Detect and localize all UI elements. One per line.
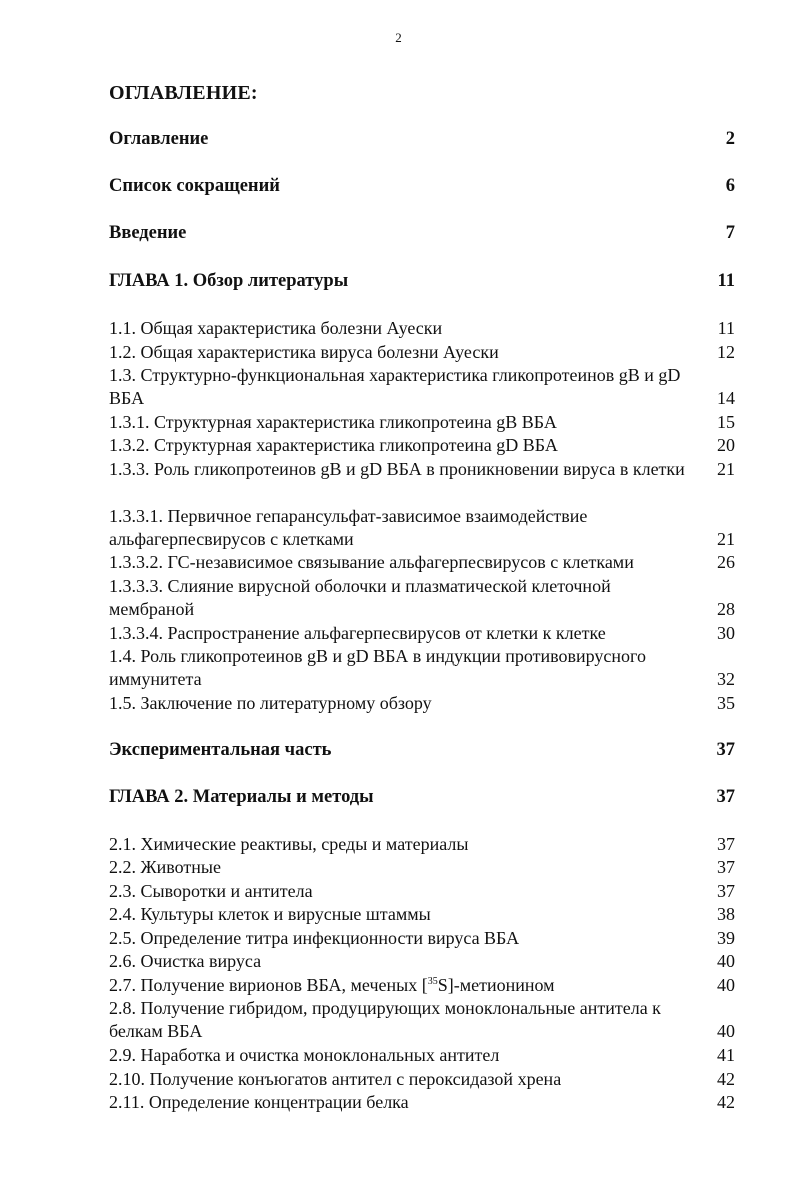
toc-entry xyxy=(109,411,735,434)
toc-entry xyxy=(109,997,735,1043)
toc-entry xyxy=(109,856,735,879)
toc-entry-page: 28 xyxy=(717,599,735,619)
toc-entry-title: 1.3.3.2. ГС-независимое связывание альфагерпесвирусов с клетками xyxy=(109,552,634,572)
toc-entry xyxy=(109,364,735,410)
toc-entry-page: 12 xyxy=(717,342,735,362)
toc-entry-title: 1.3.2. Структурная характеристика гликопротеина gD ВБА xyxy=(109,435,558,455)
toc-entry-title: ГЛАВА 1. Обзор литературы xyxy=(109,271,349,291)
toc-entry-title: Экспериментальная часть xyxy=(109,740,332,760)
toc-entry-page: 37 xyxy=(717,881,735,901)
toc-entry xyxy=(109,341,735,364)
toc-entry xyxy=(109,1091,735,1114)
toc-entry-page: 14 xyxy=(717,388,735,408)
toc-entry-page: 11 xyxy=(717,271,735,291)
toc-entry-title: Оглавление xyxy=(109,129,209,149)
toc-entry xyxy=(109,833,735,856)
toc-entry xyxy=(109,692,735,715)
toc-entry-title: 2.8. Получение гибридом, продуцирующих моноклональные антитела к белкам ВБА xyxy=(109,998,661,1041)
toc-entry-title: Введение xyxy=(109,223,187,243)
toc-entry-page: 35 xyxy=(717,693,735,713)
toc-entry-page: 37 xyxy=(717,857,735,877)
toc-entry xyxy=(109,575,735,621)
toc-entry-page: 30 xyxy=(717,623,735,643)
toc-entry-page: 32 xyxy=(717,669,735,689)
toc-entry-title: 2.3. Сыворотки и антитела xyxy=(109,881,313,901)
toc-entry xyxy=(109,1044,735,1067)
toc-entry-title: 2.9. Наработка и очистка моноклональных антител xyxy=(109,1045,500,1065)
toc-entry xyxy=(109,903,735,926)
toc-entry-page: 40 xyxy=(717,951,735,971)
toc-entry xyxy=(109,175,735,198)
toc-entry-page: 38 xyxy=(717,904,735,924)
toc-title: ОГЛАВЛЕНИЕ: xyxy=(109,82,258,104)
toc-entry-page: 37 xyxy=(716,740,735,760)
toc-entry-page: 37 xyxy=(717,834,735,854)
toc-entry-page: 40 xyxy=(717,975,735,995)
toc-entry-title: 2.1. Химические реактивы, среды и материалы xyxy=(109,834,469,854)
toc-entry xyxy=(109,551,735,574)
toc-entry xyxy=(109,950,735,973)
toc-entry-title: 1.3.3.3. Слияние вирусной оболочки и плазматической клеточной мембраной xyxy=(109,576,611,619)
toc-entry-page: 6 xyxy=(725,176,735,196)
toc-entry-page: 21 xyxy=(717,459,735,479)
toc-entry-page: 21 xyxy=(717,529,735,549)
toc-entry-title: 1.3.1. Структурная характеристика гликопротеина gB ВБА xyxy=(109,412,557,432)
toc-entry-title: 1.1. Общая характеристика болезни Ауески xyxy=(109,318,443,338)
toc-entry-page: 41 xyxy=(717,1045,735,1065)
toc-entry-title: Список сокращений xyxy=(109,176,280,196)
toc-entry-page: 11 xyxy=(717,318,735,338)
toc-entry-title: ГЛАВА 2. Материалы и методы xyxy=(109,787,374,807)
toc-entry-title: 1.3.3.4. Распространение альфагерпесвирусов от клетки к клетке xyxy=(109,623,606,643)
toc-entry-title: 2.6. Очистка вируса xyxy=(109,951,262,971)
toc-entry xyxy=(109,222,735,245)
toc-entry xyxy=(109,434,735,457)
toc-entry-title: 2.11. Определение концентрации белка xyxy=(109,1092,409,1112)
toc-entry xyxy=(109,505,735,551)
toc-entry-title: 1.5. Заключение по литературному обзору xyxy=(109,693,432,713)
toc-entry xyxy=(109,739,735,762)
toc-entry-title: 1.3. Структурно-функциональная характеристика гликопротеинов gB и gD ВБА xyxy=(109,365,681,408)
toc-entry-title: 2.5. Определение титра инфекционности вируса ВБА xyxy=(109,928,520,948)
toc-entry-page: 7 xyxy=(725,223,735,243)
toc-entry-page: 20 xyxy=(717,435,735,455)
toc-entry xyxy=(109,974,735,997)
toc-entry-page: 2 xyxy=(725,129,735,149)
toc-entry-page: 26 xyxy=(717,552,735,572)
superscript: 35 xyxy=(427,976,438,987)
toc-entry xyxy=(109,317,735,340)
toc-entry-page: 40 xyxy=(717,1021,735,1041)
toc-entry xyxy=(109,645,735,691)
toc-entry xyxy=(109,270,735,293)
toc-entry xyxy=(109,1068,735,1091)
toc-entry-title: 1.3.3.1. Первичное гепарансульфат-зависимое взаимодействие альфагерпесвирусов с клетками xyxy=(109,506,588,549)
toc-entry-page: 42 xyxy=(717,1069,735,1089)
toc-entry xyxy=(109,880,735,903)
toc-entry xyxy=(109,622,735,645)
toc-entry xyxy=(109,786,735,809)
toc-entry xyxy=(109,458,735,481)
page-number: 2 xyxy=(395,30,402,45)
toc-entry xyxy=(109,927,735,950)
toc-entry-page: 15 xyxy=(717,412,735,432)
toc-entry-title: 2.2. Животные xyxy=(109,857,221,877)
toc-entry-page: 37 xyxy=(716,787,735,807)
toc-entry-title: 2.4. Культуры клеток и вирусные штаммы xyxy=(109,904,431,924)
toc-entry-page: 42 xyxy=(717,1092,735,1112)
toc-entry-title: 1.4. Роль гликопротеинов gB и gD ВБА в индукции противовирусного иммунитета xyxy=(109,646,646,689)
toc-entry-title: 2.10. Получение конъюгатов антител с пероксидазой хрена xyxy=(109,1069,562,1089)
toc-entry-title: 1.3.3. Роль гликопротеинов gB и gD ВБА в проникновении вируса в клетки xyxy=(109,459,685,479)
toc-entry-title: 2.7. Получение вирионов ВБА, меченых [$^{35}$S]-метионином xyxy=(109,975,555,995)
toc-entry-page: 39 xyxy=(717,928,735,948)
toc-entry xyxy=(109,128,735,151)
toc-entry-title: 1.2. Общая характеристика вируса болезни Ауески xyxy=(109,342,499,362)
